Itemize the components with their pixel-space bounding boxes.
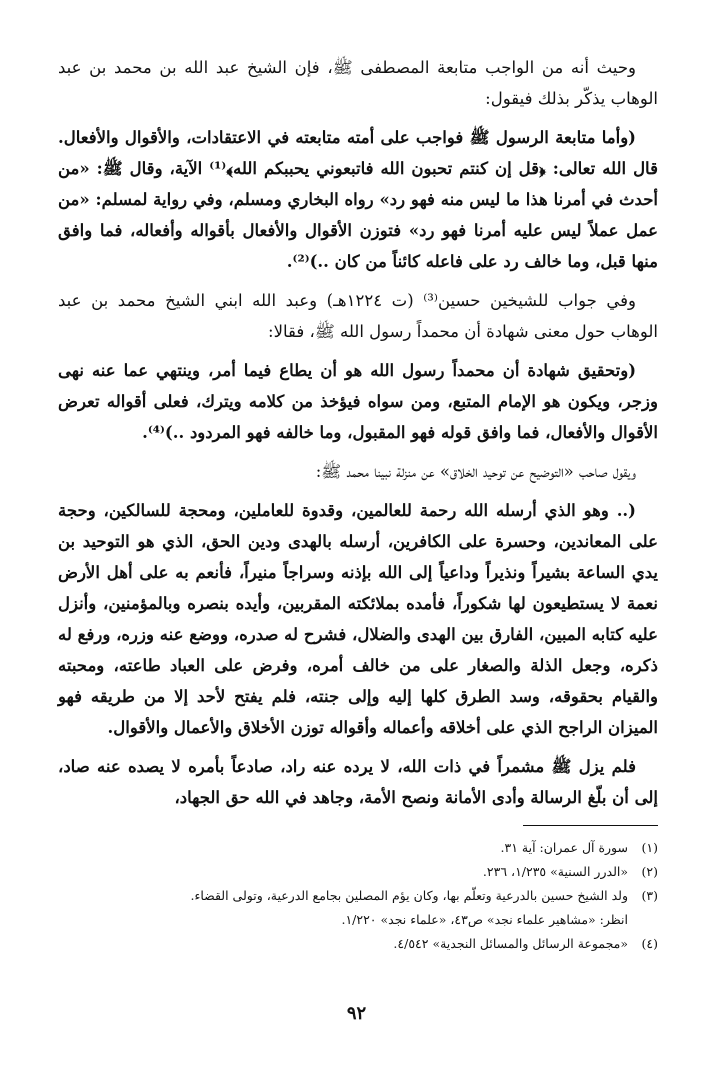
footnote-divider bbox=[523, 825, 658, 826]
footnote-number: (٤) bbox=[641, 936, 658, 951]
footnote-3-continuation bbox=[58, 908, 658, 932]
footnote-text: «الدرر السنية» ١/٢٣٥، ٢٣٦. bbox=[482, 864, 628, 879]
quote-paragraph-2: (وتحقيق شهادة أن محمداً رسول الله هو أن يطاع فيما أمر، وينتهي عما عنه نهى وزجر، ويكون هو الإمام المتبع، ومن سواه فيؤخذ من كلامه ويترك، فعلى أقواله تعرض الأقوال والأفعال، فما وافق قوله فهو المقبول، وما خالفه فهو المردود ..)⁽⁴⁾. bbox=[58, 361, 658, 442]
footnote-4 bbox=[58, 932, 658, 956]
footnote-text: سورة آل عمران: آية ٣١. bbox=[500, 840, 628, 855]
footnote-text: انظر: «مشاهير علماء نجد» ص٤٣، «علماء نجد» ١/٢٢٠. bbox=[341, 912, 628, 927]
footnote-number: (٢) bbox=[641, 864, 658, 879]
page-content bbox=[58, 52, 658, 956]
footnote-number: (١) bbox=[641, 840, 658, 855]
footnote-1 bbox=[58, 836, 658, 860]
quote-paragraph-3: (.. وهو الذي أرسله الله رحمة للعالمين، وقدوة للعاملين، ومحجة للسالكين، وحجة على المعاندين، وحسرة على الكافرين، أرسله بالهدى ودين الحق، الذي هو التوحيد بن يدي الساعة بشيراً ونذيراً وداعياً إلى الله بإذنه وسراجاً منيراً، فأنعم به على أهل الأرض نعمة لا يستطيعون لها شكوراً، فأمده بملائكته المقربين، وأيده بنصره وبالمؤمنين، وأنزل عليه كتابه المبين، الفارق بين الهدى والضلال، فشرح له صدره، ووضع عنه وزره، ورفع له ذكره، وجعل الذلة والصغار على من خالف أمره، وفرض على العباد طاعته، ومحبته والقيام بحقوقه، وسد الطرق كلها إليه وإلى جنته، فلم يفتح لأحد إلا من طريقه فهو الميزان الراجح الذي على أخلاقه وأعماله وأقواله توزن الأخلاق والأعمال والأقوال. bbox=[58, 501, 658, 737]
paragraph-2: وفي جواب للشيخين حسين⁽³⁾ (ت ١٢٢٤هـ) وعبد الله ابني الشيخ محمد بن عبد الوهاب حول معنى شهادة أن محمداً رسول الله ﷺ، فقالا: bbox=[58, 291, 658, 341]
quote-paragraph-1: (وأما متابعة الرسول ﷺ فواجب على أمته متابعته في الاعتقادات، والأقوال والأفعال. قال الله تعالى: ﴿قل إن كنتم تحبون الله فاتبعوني يحببكم الله﴾⁽¹⁾ الآية، وقال ﷺ: «من أحدث في أمرنا هذا ما ليس منه فهو رد» رواه البخاري ومسلم، وفي رواية لمسلم: «من عمل عملاً ليس عليه أمرنا فهو رد» فتوزن الأقوال والأفعال بأقواله وأفعاله، فما وافق منها قبل، وما خالف رد على فاعله كائناً من كان ..)⁽²⁾. bbox=[58, 128, 658, 271]
paragraph-1: وحيث أنه من الواجب متابعة المصطفى ﷺ، فإن الشيخ عبد الله بن محمد بن عبد الوهاب يذكّر بذلك فيقول: bbox=[58, 58, 658, 108]
footnote-text: ولد الشيخ حسين بالدرعية وتعلّم بها، وكان يؤم المصلين بجامع الدرعية، وتولى القضاء. bbox=[190, 888, 628, 903]
footnote-number: (٣) bbox=[641, 888, 658, 903]
footnotes bbox=[58, 836, 658, 956]
quote-paragraph-4: فلم يزل ﷺ مشمراً في ذات الله، لا يرده عنه راد، صادعاً بأمره لا يصده عنه صاد، إلى أن بلّغ الرسالة وأدى الأمانة ونصح الأمة، وجاهد في الله حق الجهاد، bbox=[58, 757, 658, 807]
footnote-2 bbox=[58, 860, 658, 884]
paragraph-3: ويقول صاحب «التوضيح عن توحيد الخلاق» عن منزلة نبينا محمد ﷺ: bbox=[315, 462, 636, 481]
footnote-3 bbox=[58, 884, 658, 908]
footnote-text: «مجموعة الرسائل والمسائل النجدية» ٤/٥٤٢. bbox=[393, 936, 628, 951]
page-number: ٩٢ bbox=[346, 1003, 367, 1024]
